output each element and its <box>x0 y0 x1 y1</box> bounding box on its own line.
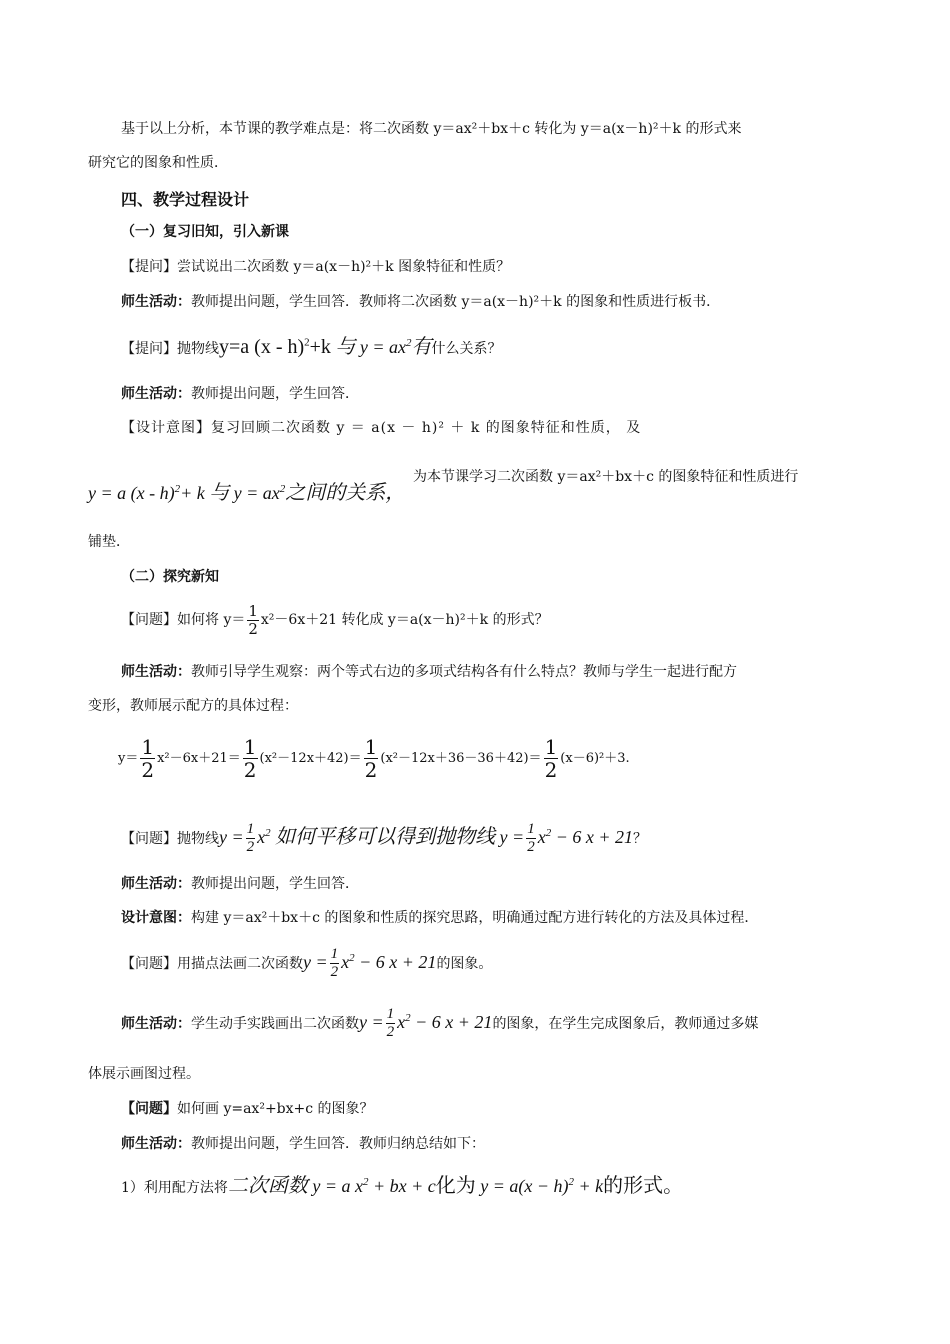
q6-tag: 【问题】 <box>121 1101 177 1117</box>
q5-post: 的图象。 <box>436 956 493 972</box>
design1-yu: 与 <box>209 480 230 504</box>
act5-formula: y = $\frac{1}{2}$ $x^2 - 6$ x + 21 <box>359 1006 493 1041</box>
q4-line <box>121 814 647 861</box>
derivation-fraction-2: $\frac{1}{2}$ <box>243 735 257 782</box>
q3-line <box>121 600 549 640</box>
q2-you: 有 <box>411 334 432 358</box>
q6-text: 如何画 y=ax²+bx+c 的图象？ <box>177 1101 374 1117</box>
derivation-p0: y＝ <box>118 751 139 766</box>
para1-line2: 研究它的图象和性质． <box>88 155 228 171</box>
derivation-fraction-1: $\frac{1}{2}$ <box>141 735 155 782</box>
q2-line <box>121 328 501 367</box>
act5-line1 <box>121 1000 758 1046</box>
q3-post: x²－6x＋21 转化成 y＝a(x－h)²＋k 的形式？ <box>260 612 549 628</box>
design1-line1 <box>121 418 641 438</box>
derivation-fraction-4: $\frac{1}{2}$ <box>544 735 558 782</box>
derivation-fraction-3: $\frac{1}{2}$ <box>364 735 378 782</box>
q2-tag: 【提问】 <box>121 341 177 357</box>
q5-pre: 用描点法画二次函数 <box>177 956 303 972</box>
step1-formula-b: $y = a(x - h)^2 + k$ <box>480 1176 604 1196</box>
act4-text: 教师提出问题，学生回答． <box>191 876 359 892</box>
design1-formula-a: y = a (x - h)$^2$+ k <box>88 483 205 503</box>
derivation-p3: (x²－12x＋36－36＋42)＝ <box>380 751 542 766</box>
act1-label: 师生活动： <box>121 294 191 310</box>
q4-mid: 如何平移可以得到抛物线 <box>275 824 496 848</box>
design1-text1: 复习回顾二次函数 y ＝ a(x － h)² ＋ k 的图象特征和性质， 及 <box>211 420 642 436</box>
step1-line <box>121 1168 683 1205</box>
q3-pre: 如何将 y＝ <box>177 612 246 628</box>
q4-pre: 抛物线 <box>177 831 219 847</box>
act3-line1 <box>121 662 737 682</box>
design2-label: 设计意图： <box>121 910 191 926</box>
act2-text: 教师提出问题，学生回答． <box>191 386 359 402</box>
act2-line <box>121 384 359 404</box>
q1-text: 尝试说出二次函数 y＝a(x－h)²＋k 图象特征和性质？ <box>177 259 511 275</box>
act2-label: 师生活动： <box>121 386 191 402</box>
design1-rel: 之间的关系， <box>285 480 406 504</box>
act3-line2: 变形，教师展示配方的具体过程： <box>88 698 298 714</box>
q2-post: 什么关系？ <box>431 341 502 357</box>
derivation-p4: (x－6)²＋3. <box>560 751 630 766</box>
q4-tag: 【问题】 <box>121 831 177 847</box>
act4-line <box>121 874 359 894</box>
derivation-p2: (x²－12x＋42)＝ <box>259 751 362 766</box>
design2-line <box>121 908 758 928</box>
design1-line3: 铺垫． <box>88 534 130 550</box>
q1-tag: 【提问】 <box>121 259 177 275</box>
act5-post: 的图象，在学生完成图象后，教师通过多媒 <box>492 1016 759 1032</box>
act6-label: 师生活动： <box>121 1136 191 1152</box>
step1-mid: 二次函数 <box>227 1173 308 1197</box>
act1-text: 教师提出问题，学生回答．教师将二次函数 y＝a(x－h)²＋k 的图象和性质进行板书． <box>191 294 721 310</box>
step1-formula-a: y = a $x^2$ + bx + c <box>312 1176 436 1196</box>
q2-formula-c: $y = ax^2$ <box>359 337 412 357</box>
design1-formula-c: $y = ax^2$ <box>233 483 286 503</box>
act3-text1: 教师引导学生观察：两个等式右边的多项式结构各有什么特点？教师与学生一起进行配方 <box>191 664 737 680</box>
act6-text: 教师提出问题，学生回答．教师归纳总结如下： <box>191 1136 485 1152</box>
q5-line <box>121 940 492 986</box>
act1-line <box>121 292 720 312</box>
design1-line2-tail: 为本节课学习二次函数 y＝ax²＋bx＋c 的图象特征和性质进行 <box>413 469 799 485</box>
design1-line2 <box>88 476 405 511</box>
q2-pre: 抛物线 <box>177 341 219 357</box>
step1-pre: 1）利用配方法将 <box>121 1180 228 1196</box>
act4-label: 师生活动： <box>121 876 191 892</box>
q3-tag: 【问题】 <box>121 612 177 628</box>
q2-yu: 与 <box>335 334 356 358</box>
derivation-line <box>118 732 630 786</box>
step1-post: 的形式。 <box>603 1173 684 1197</box>
q4-post: ？ <box>632 831 647 847</box>
act5-line2: 体展示画图过程。 <box>88 1066 200 1082</box>
design2-text: 构建 y＝ax²＋bx＋c 的图象和性质的探究思路，明确通过配方进行转化的方法及具体过程． <box>191 910 759 926</box>
q5-formula: y = $\frac{1}{2}$ $x^2 - 6$ x + 21 <box>303 946 437 981</box>
derivation-p1: x²－6x＋21＝ <box>157 751 241 766</box>
q6-line <box>121 1099 374 1119</box>
q2-formula-a: y=a (x - h)$^2$+k <box>219 336 331 358</box>
step1-change: 化为 <box>435 1173 476 1197</box>
section4-heading: 四、教学过程设计 <box>121 190 250 209</box>
q4-formula-1: y = $\frac{1}{2}$ $x^2$ <box>219 821 271 856</box>
act3-label: 师生活动： <box>121 664 191 680</box>
q4-formula-2: y = $\frac{1}{2}$ $x^2 - 6$ x + 21 <box>499 821 633 856</box>
q3-fraction: $\frac{1}{2}$ <box>248 601 258 638</box>
act6-line <box>121 1134 485 1154</box>
act5-label: 师生活动： <box>121 1016 191 1032</box>
sub1-heading: （一）复习旧知，引入新课 <box>121 224 289 240</box>
act5-pre: 学生动手实践画出二次函数 <box>191 1016 359 1032</box>
design1-tag: 【设计意图】 <box>121 420 211 436</box>
para1-line1: 基于以上分析，本节课的教学难点是：将二次函数 y＝ax²＋bx＋c 转化为 y＝a(x－h)²＋k 的形式来 <box>121 121 742 137</box>
q5-tag: 【问题】 <box>121 956 177 972</box>
q1-line <box>121 257 510 277</box>
sub2-heading: （二）探究新知 <box>121 569 219 585</box>
